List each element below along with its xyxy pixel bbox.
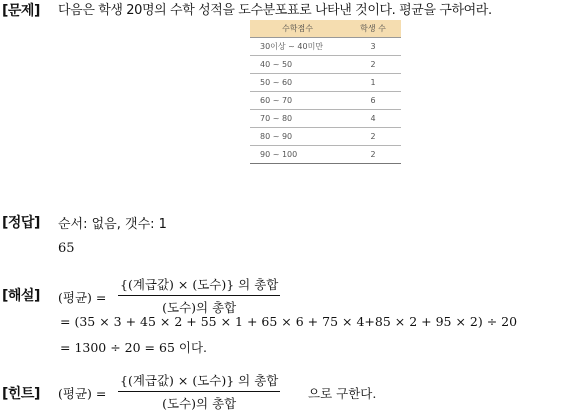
frequency-table bbox=[250, 20, 401, 164]
hint-suffix: 으로 구한다. bbox=[308, 386, 377, 401]
table-row bbox=[250, 128, 401, 146]
solution-lhs: (평균) = bbox=[58, 290, 107, 305]
table-row bbox=[250, 92, 401, 110]
student-count: 1 bbox=[345, 74, 401, 92]
table-row bbox=[250, 146, 401, 164]
score-range: 40 ~ 50 bbox=[250, 56, 345, 74]
student-count: 2 bbox=[345, 146, 401, 164]
fraction-numerator: {(계급값) × (도수)} 의 총합 bbox=[118, 371, 280, 392]
fraction-denominator: (도수)의 총합 bbox=[162, 300, 237, 315]
table-row bbox=[250, 110, 401, 128]
table-row bbox=[250, 56, 401, 74]
answer-line: 순서: 없음, 갯수: 1 bbox=[58, 217, 167, 232]
score-range: 60 ~ 70 bbox=[250, 92, 345, 110]
student-count: 6 bbox=[345, 92, 401, 110]
solution-calculation: = (35 × 3 + 45 × 2 + 55 × 1 + 65 × 6 + 75 × 4+85 × 2 + 95 × 2) ÷ 20 bbox=[60, 314, 518, 329]
problem-text: 다음은 학생 20명의 수학 성적을 도수분포표로 나타낸 것이다. 평균을 구하여라. bbox=[58, 3, 492, 18]
student-count: 2 bbox=[345, 128, 401, 146]
score-range: 50 ~ 60 bbox=[250, 74, 345, 92]
header-score: 수학점수 bbox=[250, 20, 345, 38]
answer-value: 65 bbox=[58, 241, 75, 256]
solution-result: = 1300 ÷ 20 = 65 이다. bbox=[60, 340, 208, 355]
hint-lhs: (평균) = bbox=[58, 386, 107, 401]
solution-fraction bbox=[118, 275, 280, 316]
table-row bbox=[250, 38, 401, 56]
table-row bbox=[250, 74, 401, 92]
student-count: 3 bbox=[345, 38, 401, 56]
score-range: 80 ~ 90 bbox=[250, 128, 345, 146]
header-count: 학생 수 bbox=[345, 20, 401, 38]
hint-tag: [힌트] bbox=[2, 386, 40, 402]
table-header-row bbox=[250, 20, 401, 38]
hint-fraction bbox=[118, 371, 280, 412]
answer-tag: [정답] bbox=[2, 215, 40, 231]
score-range: 70 ~ 80 bbox=[250, 110, 345, 128]
solution-tag: [해설] bbox=[2, 288, 40, 304]
fraction-numerator: {(계급값) × (도수)} 의 총합 bbox=[118, 275, 280, 296]
score-range: 90 ~ 100 bbox=[250, 146, 345, 164]
fraction-denominator: (도수)의 총합 bbox=[162, 396, 237, 411]
student-count: 2 bbox=[345, 56, 401, 74]
student-count: 4 bbox=[345, 110, 401, 128]
score-range: 30이상 ~ 40미만 bbox=[250, 38, 345, 56]
problem-tag: [문제] bbox=[2, 3, 40, 19]
